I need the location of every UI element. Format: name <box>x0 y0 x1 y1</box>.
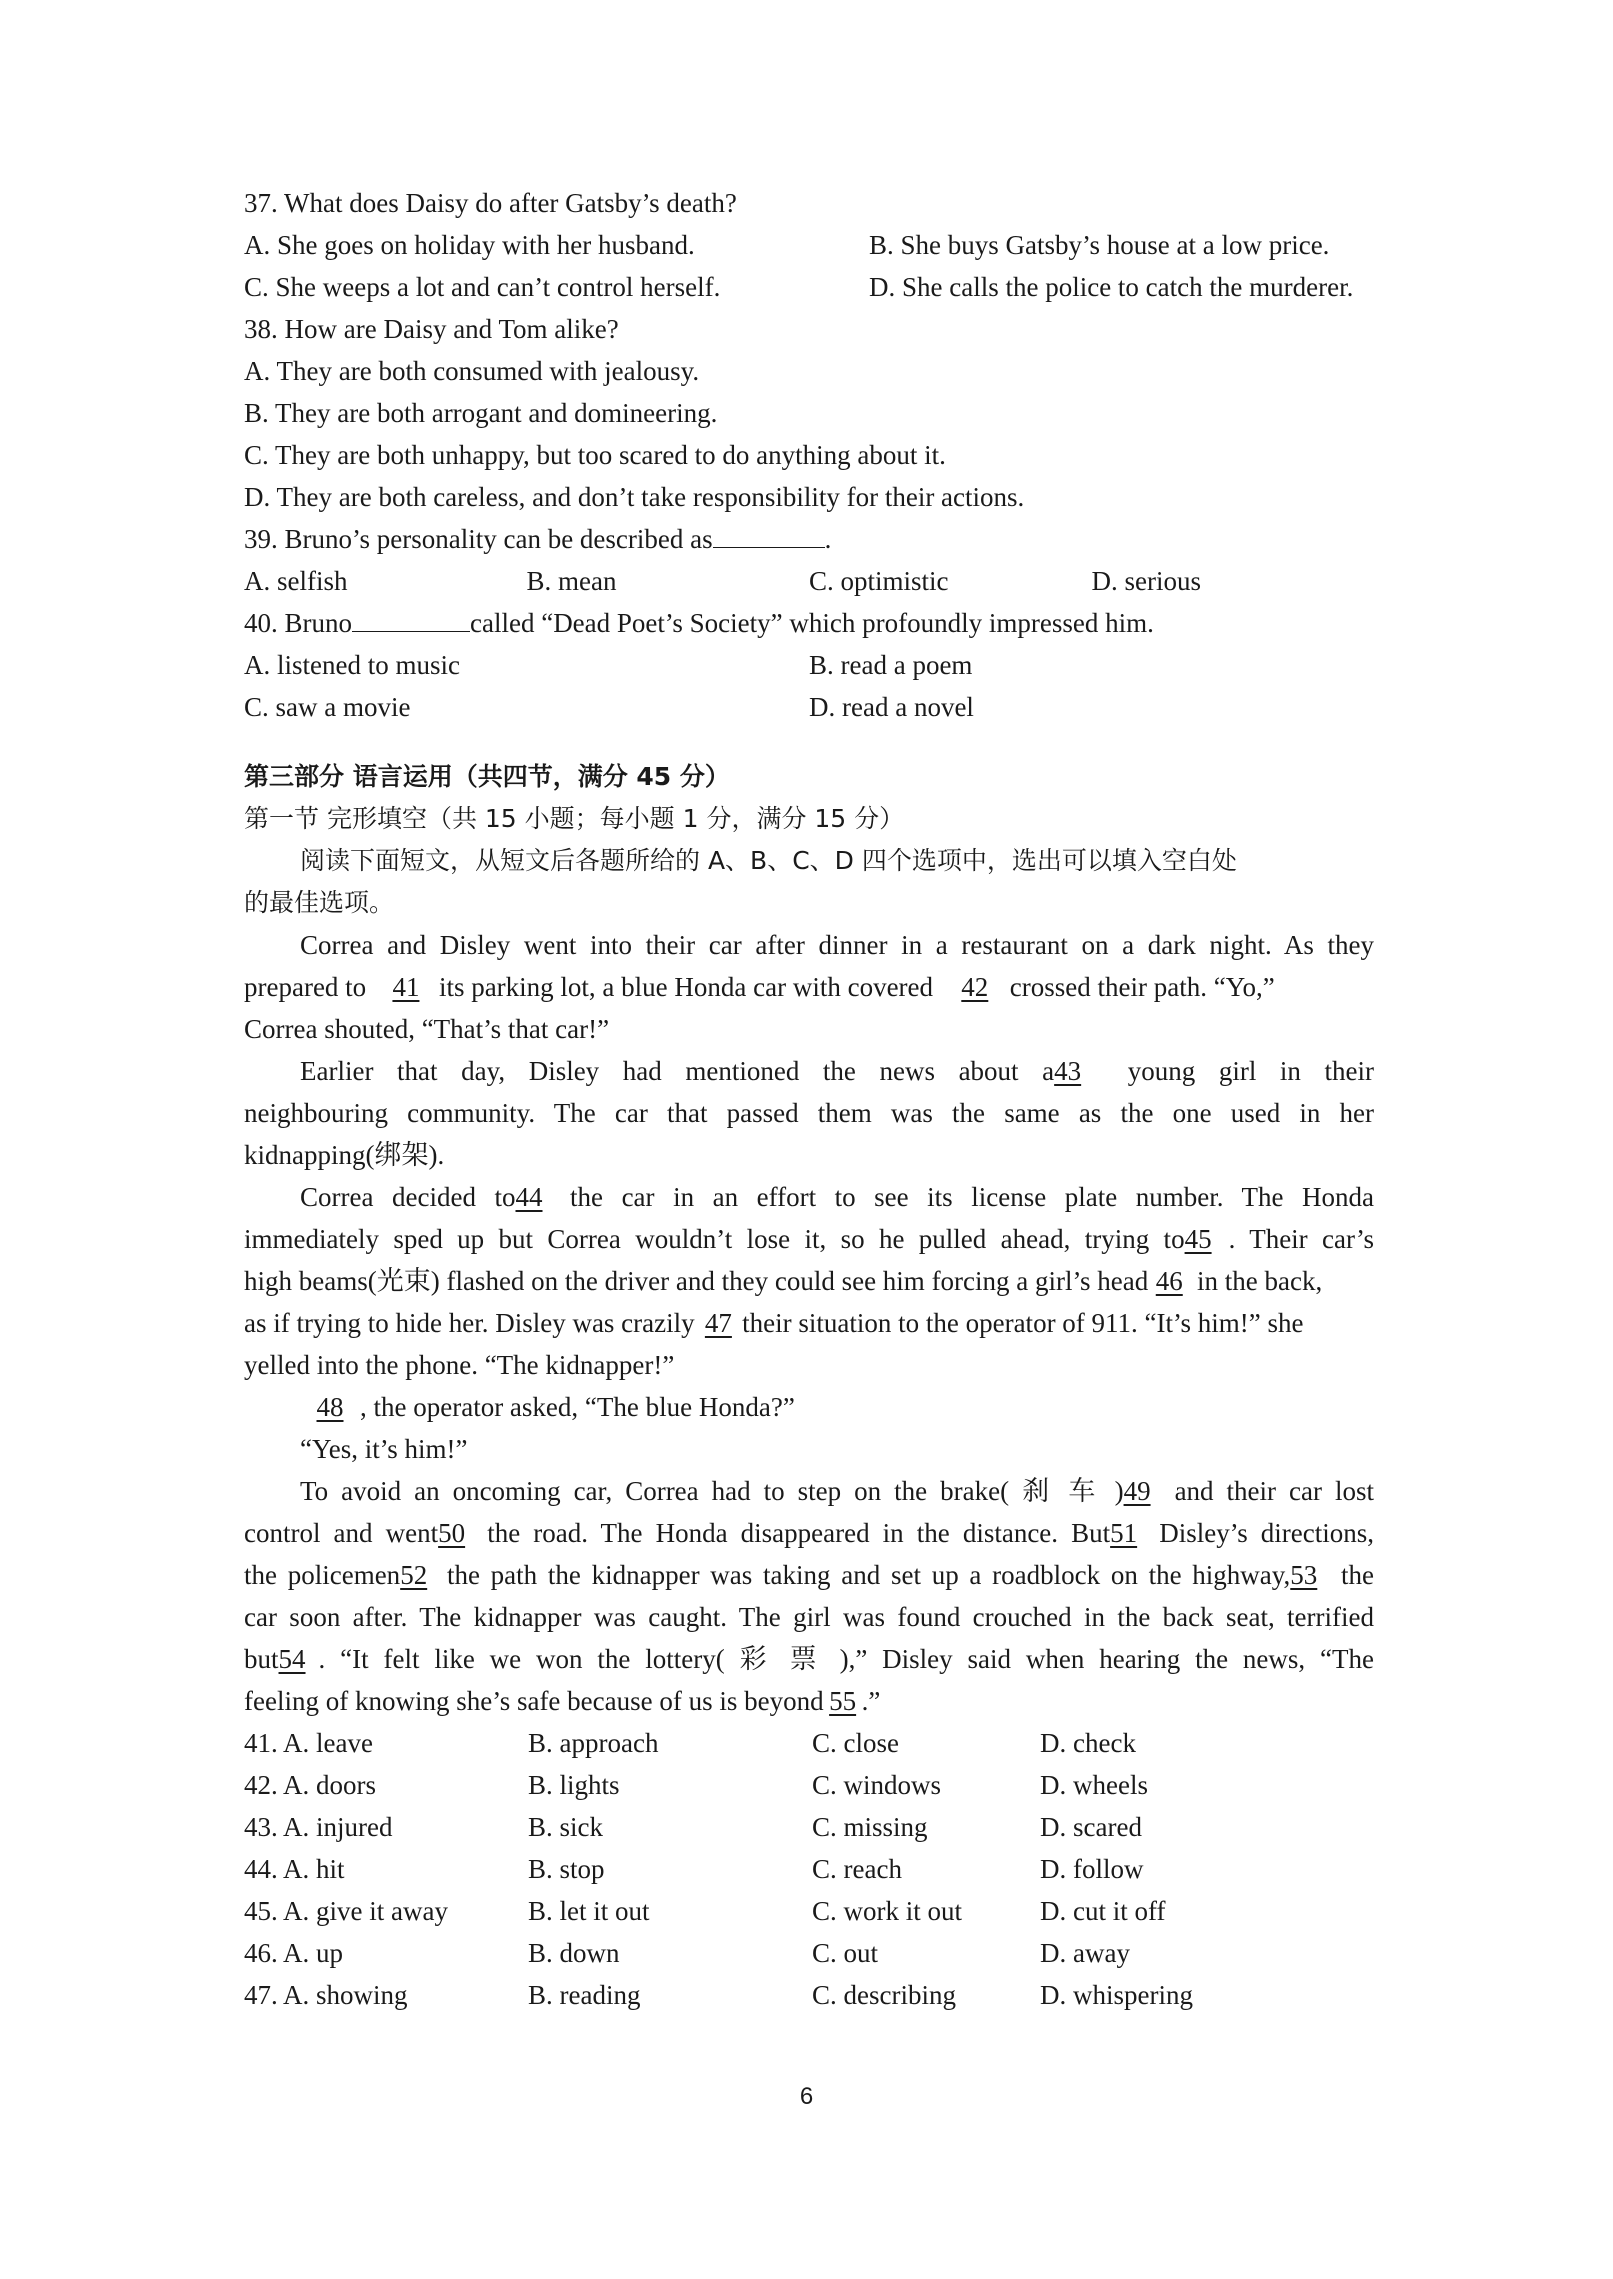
option-a: 45. A. give it away <box>244 1896 448 1926</box>
option-d: D. follow <box>1040 1854 1144 1884</box>
passage-line <box>244 1302 1374 1344</box>
question-40-stem <box>244 602 1374 644</box>
option-a: 47. A. showing <box>244 1980 408 2010</box>
question-40-options-row-2 <box>244 686 1374 728</box>
passage-line: Correa shouted, “That’s that car!” <box>244 1014 610 1044</box>
passage-text: prepared to <box>244 972 373 1002</box>
passage-line: Correa and Disley went into their car after dinner in a restaurant on a dark night. As they <box>300 930 1374 960</box>
question-39-option-b: B. mean <box>526 566 617 596</box>
question-38-option-b: B. They are both arrogant and domineering. <box>244 398 718 428</box>
cloze-options-43 <box>244 1806 1374 1848</box>
passage-line <box>244 1512 1374 1554</box>
passage-text: its parking lot, a blue Honda car with covered <box>438 972 940 1002</box>
option-c: C. work it out <box>812 1896 963 1926</box>
passage-text: . “It felt like we won the lottery( 彩 票 ),” Disley said when hearing the news, “The <box>318 1644 1374 1674</box>
option-d: D. scared <box>1040 1812 1142 1842</box>
blank-42: 42 <box>961 972 989 1002</box>
passage-text: high beams(光束) flashed on the driver and they could see him forcing a girl’s head <box>244 1266 1149 1296</box>
instructions-line-1: 阅读下面短文，从短文后各题所给的 A、B、C、D 四个选项中，选出可以填入空白处 <box>300 846 1237 875</box>
question-39-option-a: A. selfish <box>244 566 348 596</box>
cloze-options-45 <box>244 1890 1374 1932</box>
option-b: B. sick <box>528 1812 604 1842</box>
question-37-options-row-2 <box>244 266 1374 308</box>
cloze-options-47 <box>244 1974 1374 2016</box>
cloze-options-42 <box>244 1764 1374 1806</box>
passage-line <box>244 1638 1374 1680</box>
passage-line: car soon after. The kidnapper was caught. The girl was found crouched in the back seat, terrified <box>244 1602 1374 1632</box>
blank-45: 45 <box>1184 1224 1212 1254</box>
question-37-stem: 37. What does Daisy do after Gatsby’s death? <box>244 188 737 218</box>
cloze-options-44 <box>244 1848 1374 1890</box>
option-b: B. down <box>528 1938 620 1968</box>
option-b: B. lights <box>528 1770 620 1800</box>
question-39-option-c: C. optimistic <box>809 566 949 596</box>
passage-line <box>244 1218 1374 1260</box>
question-39-stem <box>244 518 1374 560</box>
question-39-option-d: D. serious <box>1091 566 1201 596</box>
option-b: B. approach <box>528 1728 659 1758</box>
passage-line: yelled into the phone. “The kidnapper!” <box>244 1350 675 1380</box>
passage-line <box>244 1050 1374 1092</box>
option-c: C. reach <box>812 1854 902 1884</box>
option-d: D. cut it off <box>1040 1896 1166 1926</box>
instructions-line-2: 的最佳选项。 <box>244 888 395 917</box>
exam-page <box>244 182 1374 2016</box>
passage-text: young girl in their <box>1127 1056 1374 1086</box>
passage-text: Correa decided to <box>300 1182 516 1212</box>
passage-line: neighbouring community. The car that passed them was the same as the one used in her <box>244 1098 1374 1128</box>
question-40-option-b: B. read a poem <box>809 650 973 680</box>
option-a: 42. A. doors <box>244 1770 377 1800</box>
blank-41: 41 <box>392 972 420 1002</box>
option-c: C. close <box>812 1728 899 1758</box>
question-40-stem-text: 40. Bruno <box>244 608 352 638</box>
question-40-option-d: D. read a novel <box>809 692 974 722</box>
passage-line <box>244 1386 1374 1428</box>
passage-line <box>244 1554 1374 1596</box>
option-c: C. missing <box>812 1812 928 1842</box>
question-40-options-row-1 <box>244 644 1374 686</box>
blank-49: 49 <box>1123 1476 1151 1506</box>
option-a: 44. A. hit <box>244 1854 345 1884</box>
blank-47: 47 <box>704 1308 732 1338</box>
passage-text: Disley’s directions, <box>1159 1518 1374 1548</box>
option-b: B. stop <box>528 1854 605 1884</box>
option-a: 41. A. leave <box>244 1728 373 1758</box>
passage-line <box>244 1176 1374 1218</box>
passage-line <box>244 1470 1374 1512</box>
passage-text: .” <box>861 1686 881 1716</box>
question-39-stem-text: 39. Bruno’s personality can be described as <box>244 524 713 554</box>
cloze-options-41 <box>244 1722 1374 1764</box>
question-38-option-c: C. They are both unhappy, but too scared to do anything about it. <box>244 440 946 470</box>
question-38-option-a: A. They are both consumed with jealousy. <box>244 356 700 386</box>
option-d: D. wheels <box>1040 1770 1148 1800</box>
blank-46: 46 <box>1155 1266 1183 1296</box>
passage-text: , the operator asked, “The blue Honda?” <box>360 1392 795 1422</box>
question-38-option-d: D. They are both careless, and don’t take responsibility for their actions. <box>244 482 1025 512</box>
passage-text: their situation to the operator of 911. “It’s him!” she <box>742 1308 1304 1338</box>
passage-text: but <box>244 1644 279 1674</box>
blank-48: 48 <box>316 1392 344 1422</box>
option-b: B. let it out <box>528 1896 650 1926</box>
passage-line <box>244 966 1374 1008</box>
blank-55: 55 <box>829 1686 857 1716</box>
question-37-option-d: D. She calls the police to catch the murderer. <box>869 272 1354 302</box>
option-a: 43. A. injured <box>244 1812 393 1842</box>
blank-54: 54 <box>278 1644 306 1674</box>
passage-text: the car in an effort to see its license plate number. The Honda <box>570 1182 1374 1212</box>
question-39-stem-end: . <box>824 524 832 554</box>
blank-43: 43 <box>1054 1056 1082 1086</box>
passage-text: crossed their path. “Yo,” <box>1009 972 1275 1002</box>
page-number: 6 <box>799 2083 814 2110</box>
option-b: B. reading <box>528 1980 641 2010</box>
passage-line: “Yes, it’s him!” <box>300 1434 468 1464</box>
passage-text: immediately sped up but Correa wouldn’t lose it, so he pulled ahead, trying to <box>244 1224 1185 1254</box>
passage-text: the policemen <box>244 1560 401 1590</box>
passage-line: kidnapping(绑架). <box>244 1140 445 1170</box>
blank-50: 50 <box>438 1518 466 1548</box>
option-a: 46. A. up <box>244 1938 344 1968</box>
blank-51: 51 <box>1110 1518 1138 1548</box>
passage-text: Earlier that day, Disley had mentioned the news about a <box>300 1056 1055 1086</box>
passage-text: the path the kidnapper was taking and set up a roadblock on the highway, <box>446 1560 1291 1590</box>
answer-blank <box>352 605 470 632</box>
blank-53: 53 <box>1290 1560 1318 1590</box>
question-37-option-b: B. She buys Gatsby’s house at a low price. <box>869 230 1330 260</box>
passage-text: in the back, <box>1197 1266 1323 1296</box>
passage-text: To avoid an oncoming car, Correa had to step on the brake( 刹 车 ) <box>300 1476 1124 1506</box>
question-40-option-a: A. listened to music <box>244 650 460 680</box>
section-subtitle: 第一节 完形填空（共 15 小题；每小题 1 分，满分 15 分） <box>244 804 905 833</box>
passage-line <box>244 1260 1374 1302</box>
question-38-stem: 38. How are Daisy and Tom alike? <box>244 314 619 344</box>
passage-text: . Their car’s <box>1228 1224 1374 1254</box>
question-40-stem-end: called “Dead Poet’s Society” which profoundly impressed him. <box>470 608 1154 638</box>
passage-text: the road. The Honda disappeared in the distance. But <box>487 1518 1111 1548</box>
answer-blank <box>713 521 825 548</box>
part-title: 第三部分 语言运用（共四节，满分 45 分） <box>244 762 730 791</box>
option-c: C. windows <box>812 1770 942 1800</box>
passage-text: and their car lost <box>1174 1476 1374 1506</box>
option-d: D. check <box>1040 1728 1136 1758</box>
question-37-options-row-1 <box>244 224 1374 266</box>
option-c: C. out <box>812 1938 879 1968</box>
question-40-option-c: C. saw a movie <box>244 692 411 722</box>
passage-text: control and went <box>244 1518 439 1548</box>
question-39-options <box>244 560 1374 602</box>
passage-text: feeling of knowing she’s safe because of us is beyond <box>244 1686 824 1716</box>
option-c: C. describing <box>812 1980 956 2010</box>
blank-52: 52 <box>400 1560 428 1590</box>
option-d: D. whispering <box>1040 1980 1193 2010</box>
blank-44: 44 <box>515 1182 543 1212</box>
passage-line <box>244 1680 1374 1722</box>
cloze-options-46 <box>244 1932 1374 1974</box>
passage-text: as if trying to hide her. Disley was crazily <box>244 1308 695 1338</box>
question-37-option-c: C. She weeps a lot and can’t control herself. <box>244 272 721 302</box>
option-d: D. away <box>1040 1938 1130 1968</box>
question-37-option-a: A. She goes on holiday with her husband. <box>244 230 695 260</box>
passage-text: the <box>1341 1560 1374 1590</box>
